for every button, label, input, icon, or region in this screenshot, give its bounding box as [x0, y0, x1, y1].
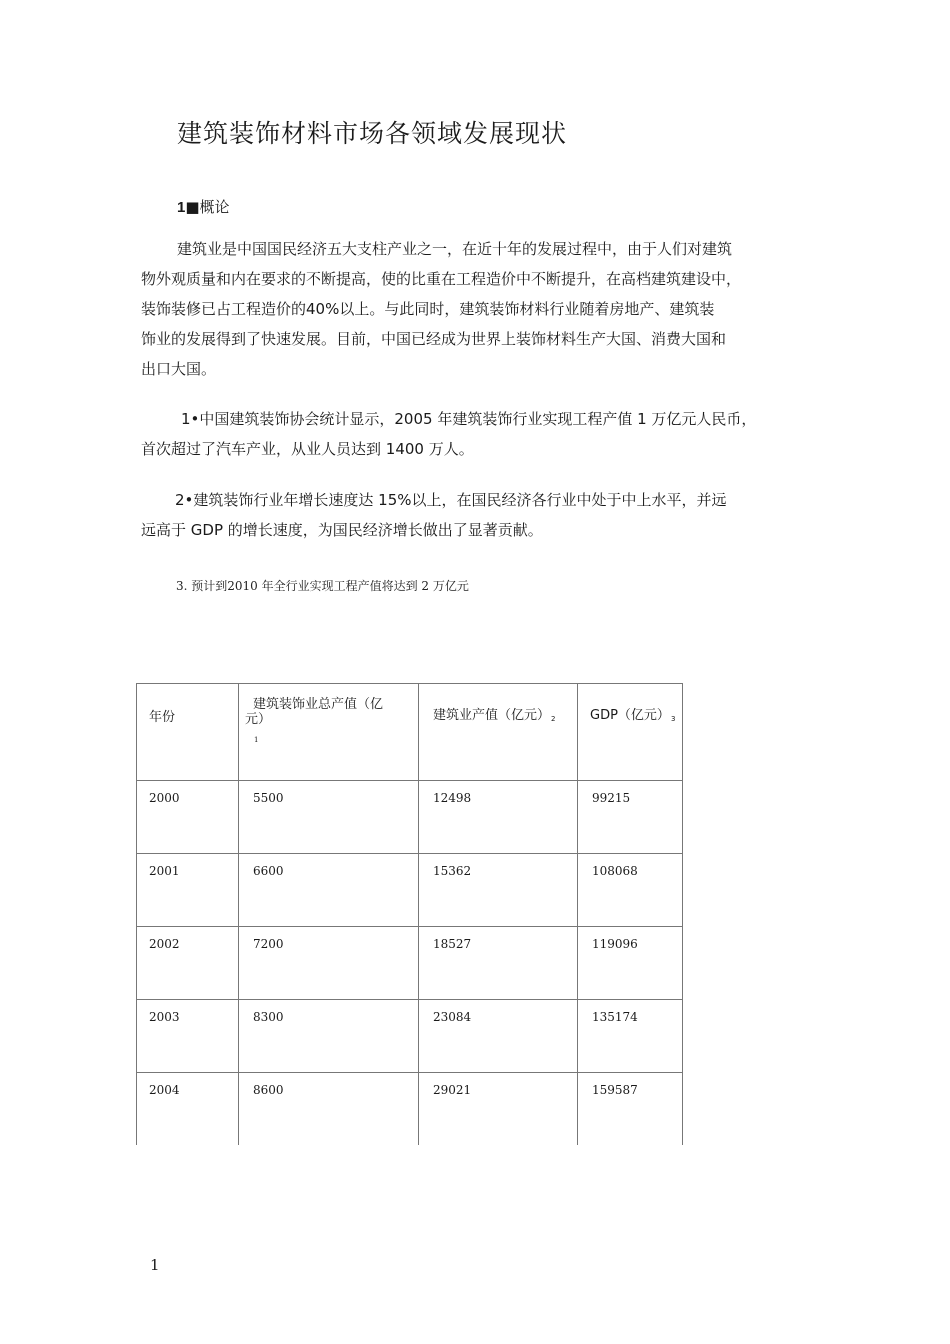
table-row [137, 1000, 683, 1073]
table-row [137, 854, 683, 927]
intro-line: 物外观质量和内在要求的不断提高，使的比重在工程造价中不断提升，在高档建筑建设中， [141, 270, 742, 288]
cell-decoration-output: 8600 [239, 1073, 419, 1146]
table-row [137, 927, 683, 1000]
cell-decoration-output: 6600 [239, 854, 419, 927]
table-row [137, 781, 683, 854]
cell-decoration-output: 8300 [239, 1000, 419, 1073]
footnote-marker: 3 [670, 715, 676, 723]
header-cell-gdp: GDP（亿元）$_3$ [578, 684, 683, 781]
cell-construction-output: 15362 [419, 854, 578, 927]
cell-gdp: 108068 [578, 854, 683, 927]
cell-year: 2000 [137, 781, 239, 854]
section-label: 概论 [199, 198, 230, 216]
document-title: 建筑装饰材料市场各领域发展现状 [177, 119, 568, 148]
page-number: 1 [150, 1256, 160, 1274]
section-number: 1 [177, 199, 186, 216]
intro-line: 饰业的发展得到了快速发展。目前，中国已经成为世界上装饰材料生产大国、消费大国和 [141, 330, 727, 348]
cell-year: 2001 [137, 854, 239, 927]
point-line: 1•中国建筑装饰协会统计显示，2005 年建筑装饰行业实现工程产值 1 万亿元人民币， [181, 410, 757, 428]
cell-gdp: 159587 [578, 1073, 683, 1146]
section-heading [177, 196, 230, 217]
intro-paragraph [141, 234, 741, 384]
intro-line: 出口大国。 [141, 360, 217, 378]
cell-gdp: 99215 [578, 781, 683, 854]
footnote-marker: 1 [254, 736, 259, 744]
header-cell-construction-output: 建筑业产值（亿元）$_2$ [419, 684, 578, 781]
header-cell-decoration-output: 建筑装饰业总产值（亿 元） 1 [239, 684, 419, 781]
header-cell-year: 年份 [137, 684, 239, 781]
output-value-table [136, 683, 683, 1145]
point-line: 首次超过了汽车产业，从业人员达到 1400 万人。 [141, 440, 474, 458]
cell-construction-output: 23084 [419, 1000, 578, 1073]
table-header-row [137, 684, 683, 781]
footnote-marker: 2 [551, 715, 556, 723]
cell-decoration-output: 5500 [239, 781, 419, 854]
cell-gdp: 135174 [578, 1000, 683, 1073]
point-line: 2•建筑装饰行业年增长速度达 15%以上，在国民经济各行业中处于中上水平，并远 [175, 491, 727, 509]
cell-construction-output: 12498 [419, 781, 578, 854]
cell-gdp: 119096 [578, 927, 683, 1000]
cell-construction-output: 18527 [419, 927, 578, 1000]
intro-line: 建筑业是中国国民经济五大支柱产业之一，在近十年的发展过程中，由于人们对建筑 [177, 240, 733, 258]
section-marker: ■ [185, 198, 200, 216]
cell-decoration-output: 7200 [239, 927, 419, 1000]
cell-year: 2004 [137, 1073, 239, 1146]
table-row [137, 1073, 683, 1146]
point-2-paragraph [141, 485, 727, 545]
point-1-paragraph [141, 404, 756, 464]
intro-line: 装饰装修已占工程造价的40%以上。与此同时，建筑装饰材料行业随着房地产、建筑装 [141, 300, 715, 318]
point-line: 远高于 GDP 的增长速度，为国民经济增长做出了显著贡献。 [141, 521, 543, 539]
point-3-note: 3. 预计到2010 年全行业实现工程产值将达到 2 万亿元 [176, 579, 469, 593]
cell-year: 2003 [137, 1000, 239, 1073]
cell-construction-output: 29021 [419, 1073, 578, 1146]
cell-year: 2002 [137, 927, 239, 1000]
